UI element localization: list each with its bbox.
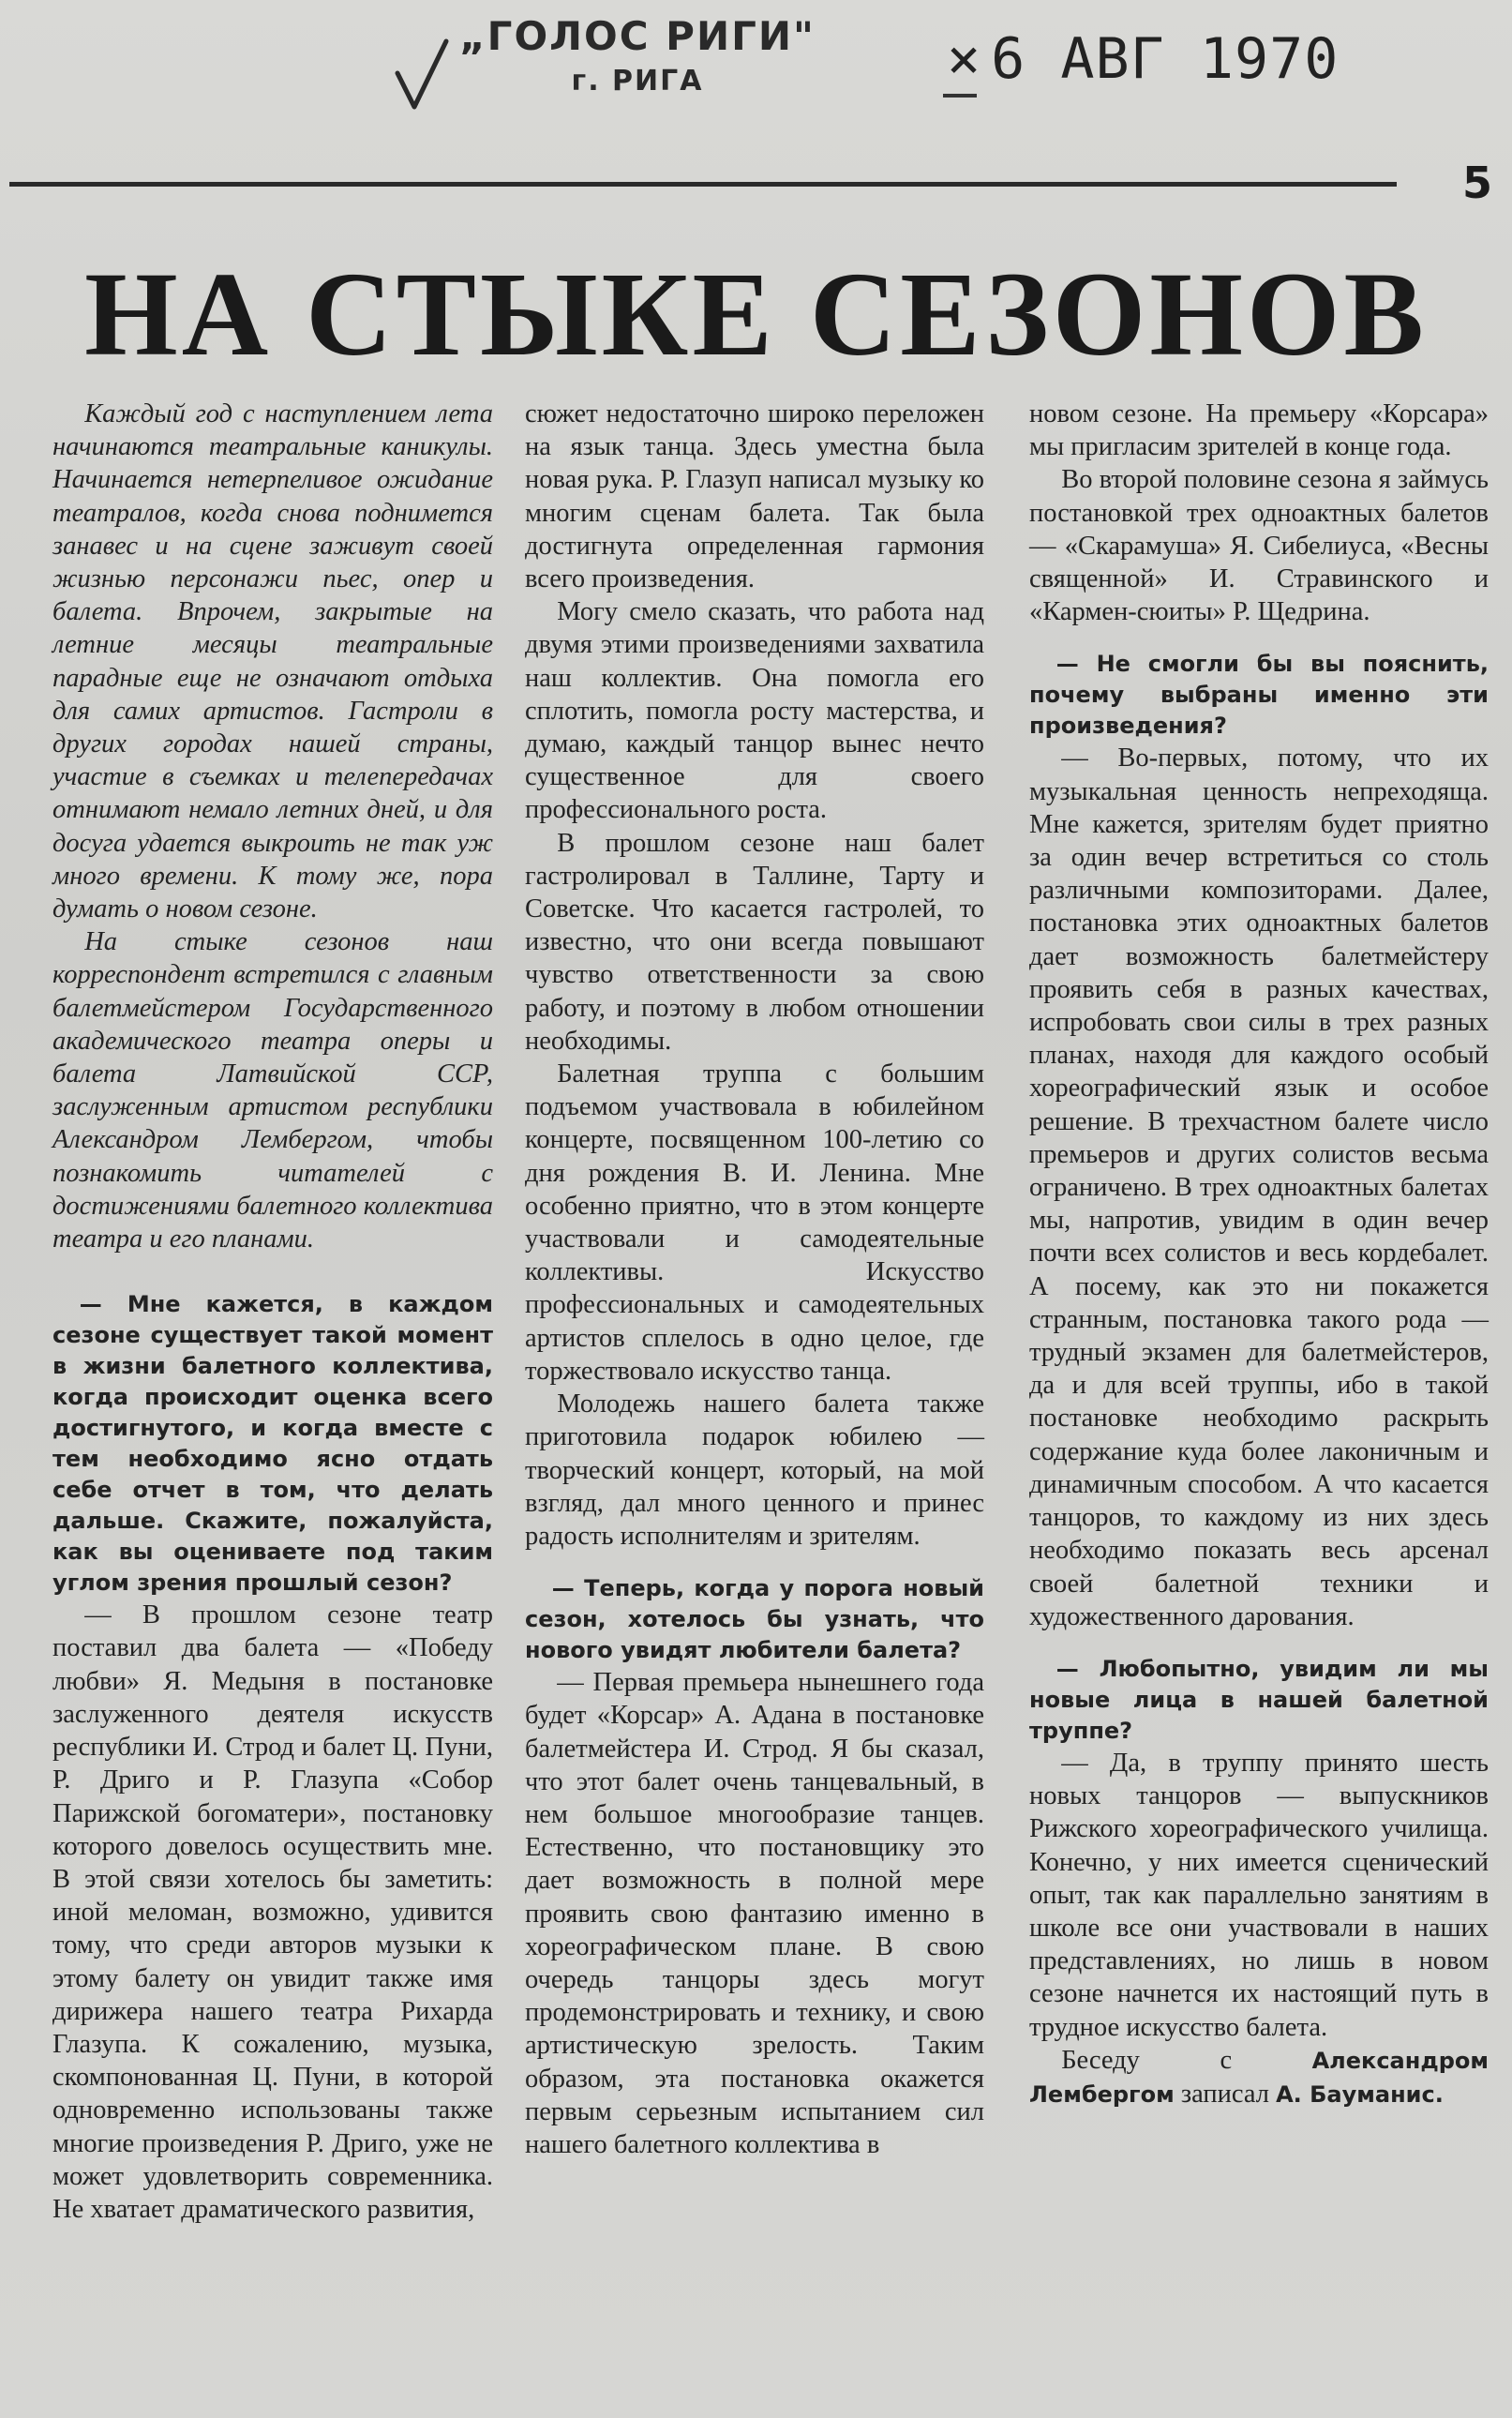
interview-question: — Не смогли бы вы пояснить, почему выбраны именно эти произведения?: [1029, 651, 1489, 740]
interview-answer: — В прошлом сезоне театр поставил два балета — «Победу любви» Я. Медыня в постановке заслуженного деятеля искусств республики И. Строд и балет Ц. Пуни, Р. Дриго и Р. Глазупа «Собор Парижской богоматери», постановку которого довелось осуществить мне. В этой связи хотелось бы заметить: иной меломан, возможно, удивится тому, что среди авторов музыки к этому балету он увидит также имя дирижера нашего театра Рихарда Глазупа. К сожалению, музыка, скомпонованная Ц. Пуни, в которой одновременно использованы также многие произведения Р. Дриго, уже не может удовлетворить современника. Не хватает драматического развития,: [52, 1600, 493, 2224]
checkmark-icon: [394, 38, 450, 113]
page-number: 5: [1462, 158, 1493, 208]
body-paragraph: Во второй половине сезона я займусь постановкой трех одноактных балетов — «Скарамуша» Я. Сибелиуса, «Весны священной» И. Стравинского и «Кармен-сюиты» Р. Щедрина.: [1029, 465, 1489, 627]
interview-answer: — Первая премьера нынешнего года будет «Корсар» А. Адана в постановке балетмейстера И. Строд. Я бы сказал, что этот балет очень танцевальный, в нем большое многообразие танцев. Естественно, что постановщику это дает возможность в полной мере проявить свою фантазию именно в хореографическом плане. В свою очередь танцоры здесь могут продемонстрировать и технику, и свою артистическую зрелость. Таким образом, эта постановка окажется первым серьезным испытанием сил нашего балетного коллектива в: [525, 1668, 984, 2159]
interview-question: — Теперь, когда у порога новый сезон, хотелось бы узнать, что нового увидят любители балета?: [525, 1575, 984, 1664]
author-name: А. Бауманис.: [1276, 2080, 1444, 2108]
body-paragraph: В прошлом сезоне наш балет гастролировал в Таллине, Тарту и Советске. Что касается гастролей, то известно, что они всегда повышают чувство ответственности за свою работу, и поэтому в любом отношении необходимы.: [525, 828, 984, 1056]
date-stamp: [947, 26, 1339, 92]
column-1: [52, 398, 493, 2226]
byline: [1029, 2044, 1489, 2111]
newspaper-name: „ГОЛОС РИГИ": [459, 13, 816, 59]
body-paragraph: Молодежь нашего балета также приготовила подарок юбилею — творческий концерт, который, на мой взгляд, дал много ценного и принес радость исполнителям и зрителям.: [525, 1389, 984, 1551]
body-paragraph: новом сезоне. На премьеру «Корсара» мы пригласим зрителей в конце года.: [1029, 399, 1489, 462]
byline-prefix: Беседу с: [1061, 2045, 1233, 2075]
newspaper-city: г. РИГА: [571, 65, 704, 98]
interview-answer: — Во-первых, потому, что их музыкальная ценность непреходяща. Мне кажется, зрителям будет приятно за один вечер встретиться со столь различными композиторами. Далее, постановка этих одноактных балетов дает возможность балетмейстеру проявить себя в разных качествах, испробовать свои силы в трех разных планах, находя для каждого особый хореографический язык и особое решение. В трехчастном балете число премьеров и других солистов весьма ограничено. В трех одноактных балетах мы, напротив, увидим в один вечер почти всех солистов и весь кордебалет. А посему, как это ни покажется странным, постановка такого рода — трудный экзамен для балетмейстеров, да и для всей труппы, ибо в такой постановке необходимо раскрыть содержание куда более лаконичным и динамичным способом. А что касается танцоров, то каждому из них здесь необходимо показать весь арсенал своей балетной техники и художественного дарования.: [1029, 743, 1489, 1631]
interview-question: — Мне кажется, в каждом сезоне существует такой момент в жизни балетного коллектива, когда происходит оценка всего достигнутого, и когда вместе с тем необходимо ясно отдать себе отчет в том, что делать дальше. Скажите, пожалуйста, как вы оцениваете под таким углом зрения прошлый сезон?: [52, 1291, 493, 1597]
article-title: НА СТЫКЕ СЕЗОНОВ: [84, 248, 1428, 381]
source-stamp: [441, 13, 834, 98]
interviewee-name: Александром Лембергом: [1029, 2047, 1489, 2108]
lead-paragraph: Каждый год с наступлением лета начинаются театральные каникулы. Начинается нетерпеливое ожидание театралов, когда снова поднимется занавес и на сцене заживут своей жизнью персонажи пьес, опер и балета. Впрочем, закрытые на летние месяцы театральные парадные еще не означают отдыха для самих артистов. Гастроли в других городах нашей страны, участие в съемках и телепередачах отнимают немало летних дней, и для досуга удается выкроить не так уж много времени. К тому же, пора думать о новом сезоне.: [52, 399, 493, 924]
body-paragraph: сюжет недостаточно широко переложен на язык танца. Здесь уместна была новая рука. Р. Глазуп написал музыку ко многим сценам балета. Так была достигнута определенная гармония всего произведения.: [525, 399, 984, 594]
date-text: 6 АВГ 1970: [991, 26, 1340, 92]
column-3: [1029, 398, 1489, 2111]
lead-paragraph: На стыке сезонов наш корреспондент встретился с главным балетмейстером Государственного академического театра оперы и балета Латвийской ССР, заслуженным артистом республики Александром Лембергом, чтобы познакомить читателей с достижениями балетного коллектива театра и его планами.: [52, 927, 493, 1254]
interview-answer: — Да, в труппу принято шесть новых танцоров — выпускников Рижского хореографического училища. Конечно, у них имеется сценический опыт, так как параллельно занятиям в школе все они участвовали в наших представлениях, но лишь в новом сезоне начнется их настоящий путь в трудное искусство балета.: [1029, 1748, 1489, 2042]
header-rule: [9, 182, 1397, 187]
body-paragraph: Могу смело сказать, что работа над двумя этими произведениями захватила наш коллектив. Она помогла его сплотить, помогла росту мастерства, и думаю, каждый танцор вынес нечто существенное для своего профессионального роста.: [525, 597, 984, 825]
column-2: [525, 398, 984, 2161]
byline-verb: записал: [1180, 2079, 1269, 2109]
date-underline: [943, 94, 977, 98]
interview-question: — Любопытно, увидим ли мы новые лица в нашей балетной труппе?: [1029, 1655, 1489, 1744]
body-paragraph: Балетная труппа с большим подъемом участвовала в юбилейном концерте, посвященном 100-летию со дня рождения В. И. Ленина. Мне особенно приятно, что в этом концерте участвовали и самодеятельные коллективы. Искусство профессиональных и самодеятельных артистов сплелось в одно целое, где торжествовало искусство танца.: [525, 1059, 984, 1386]
date-mark: ×: [947, 26, 982, 92]
